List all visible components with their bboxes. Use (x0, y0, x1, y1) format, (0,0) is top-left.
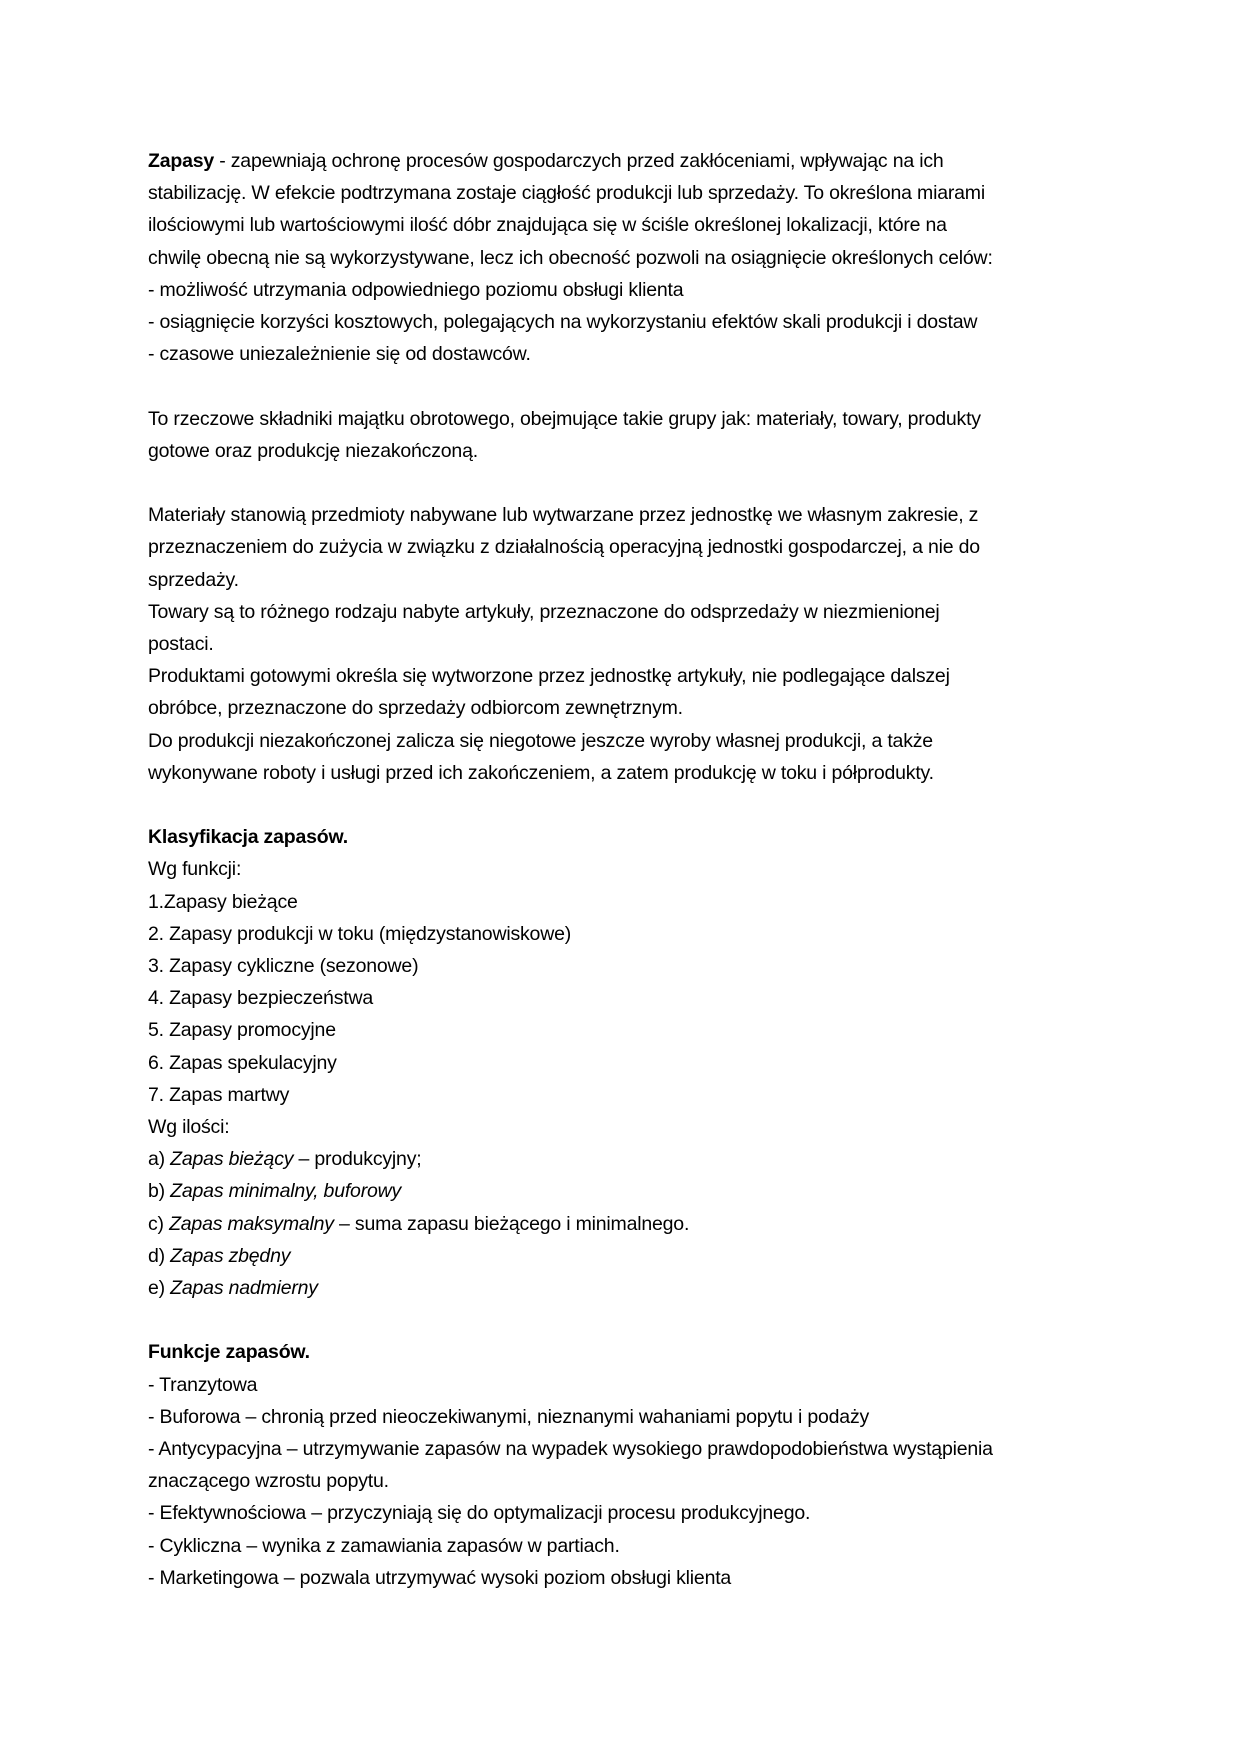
definition-line: wykonywane roboty i usługi przed ich zakończeniem, a zatem produkcję w toku i półprodukty. (148, 761, 934, 784)
classification-heading: Klasyfikacja zapasów. (148, 826, 348, 849)
by-function-label: Wg funkcji: (148, 858, 242, 881)
definition-line: Produktami gotowymi określa się wytworzone przez jednostkę artykuły, nie podlegające dalszej (148, 665, 950, 688)
function-list-item: 3. Zapasy cykliczne (sezonowe) (148, 955, 419, 978)
document-page (148, 145, 1098, 1594)
functions-section (148, 1336, 1098, 1594)
definition-line: Towary są to różnego rodzaju nabyte artykuły, przeznaczone do odsprzedaży w niezmienionej (148, 600, 940, 623)
intro-bullet: - możliwość utrzymania odpowiedniego poziomu obsługi klienta (148, 278, 684, 301)
definition-line: obróbce, przeznaczone do sprzedaży odbiorcom zewnętrznym. (148, 697, 683, 720)
function-bullet: - Tranzytowa (148, 1373, 258, 1396)
components-paragraph (148, 403, 1098, 467)
functions-heading: Funkcje zapasów. (148, 1341, 310, 1364)
function-list-item: 5. Zapasy promocyjne (148, 1019, 336, 1042)
quantity-list-item: c) Zapas maksymalny – suma zapasu bieżącego i minimalnego. (148, 1212, 690, 1235)
definition-line: postaci. (148, 633, 214, 656)
quantity-list-item: b) Zapas minimalny, buforowy (148, 1180, 402, 1203)
function-bullet: - Marketingowa – pozwala utrzymywać wysoki poziom obsługi klienta (148, 1566, 732, 1589)
components-line: To rzeczowe składniki majątku obrotowego, obejmujące takie grupy jak: materiały, towary, produkty (148, 407, 981, 430)
intro-term: Zapasy (148, 150, 215, 172)
intro-line: stabilizację. W efekcie podtrzymana zostaje ciągłość produkcji lub sprzedaży. To określona miarami (148, 182, 985, 205)
intro-bullet: - osiągnięcie korzyści kosztowych, polegających na wykorzystaniu efektów skali produkcji i dostaw (148, 311, 978, 334)
function-bullet: - Buforowa – chronią przed nieoczekiwanymi, nieznanymi wahaniami popytu i podaży (148, 1405, 870, 1428)
function-bullet: - Efektywnościowa – przyczyniają się do optymalizacji procesu produkcyjnego. (148, 1502, 811, 1525)
by-quantity-label: Wg ilości: (148, 1116, 230, 1139)
intro-line: ilościowymi lub wartościowymi ilość dóbr znajdująca się w ściśle określonej lokalizacji, które na (148, 214, 947, 237)
definition-line: sprzedaży. (148, 568, 239, 591)
quantity-list-item: e) Zapas nadmierny (148, 1277, 318, 1300)
function-bullet: - Antycypacyjna – utrzymywanie zapasów na wypadek wysokiego prawdopodobieństwa wystąpienia (148, 1438, 993, 1461)
spacer (148, 467, 1098, 499)
function-list-item: 7. Zapas martwy (148, 1083, 290, 1106)
spacer (148, 370, 1098, 402)
quantity-list-item: d) Zapas zbędny (148, 1244, 291, 1267)
function-list-item: 2. Zapasy produkcji w toku (międzystanowiskowe) (148, 922, 572, 945)
definition-line: Materiały stanowią przedmioty nabywane lub wytwarzane przez jednostkę we własnym zakresie, z (148, 504, 979, 527)
function-list-item: 4. Zapasy bezpieczeństwa (148, 987, 373, 1010)
components-line: gotowe oraz produkcję niezakończoną. (148, 439, 478, 462)
spacer (148, 789, 1098, 821)
spacer (148, 1304, 1098, 1336)
function-bullet: znaczącego wzrostu popytu. (148, 1470, 389, 1493)
intro-line: chwilę obecną nie są wykorzystywane, lecz ich obecność pozwoli na osiągnięcie określonych celów: (148, 246, 993, 269)
definition-line: przeznaczeniem do zużycia w związku z działalnością operacyjną jednostki gospodarczej, a nie do (148, 536, 980, 559)
function-list-item: 1.Zapasy bieżące (148, 890, 298, 913)
intro-line: Zapasy - zapewniają ochronę procesów gospodarczych przed zakłóceniami, wpływając na ich (148, 150, 944, 172)
definition-line: Do produkcji niezakończonej zalicza się niegotowe jeszcze wyroby własnej produkcji, a także (148, 729, 933, 752)
function-list-item: 6. Zapas spekulacyjny (148, 1051, 337, 1074)
quantity-list-item: a) Zapas bieżący – produkcyjny; (148, 1148, 422, 1171)
function-bullet: - Cykliczna – wynika z zamawiania zapasów w partiach. (148, 1534, 620, 1557)
definitions-paragraph (148, 499, 1098, 789)
classification-section (148, 821, 1098, 1304)
intro-bullet: - czasowe uniezależnienie się od dostawców. (148, 343, 531, 366)
intro-paragraph (148, 145, 1098, 370)
